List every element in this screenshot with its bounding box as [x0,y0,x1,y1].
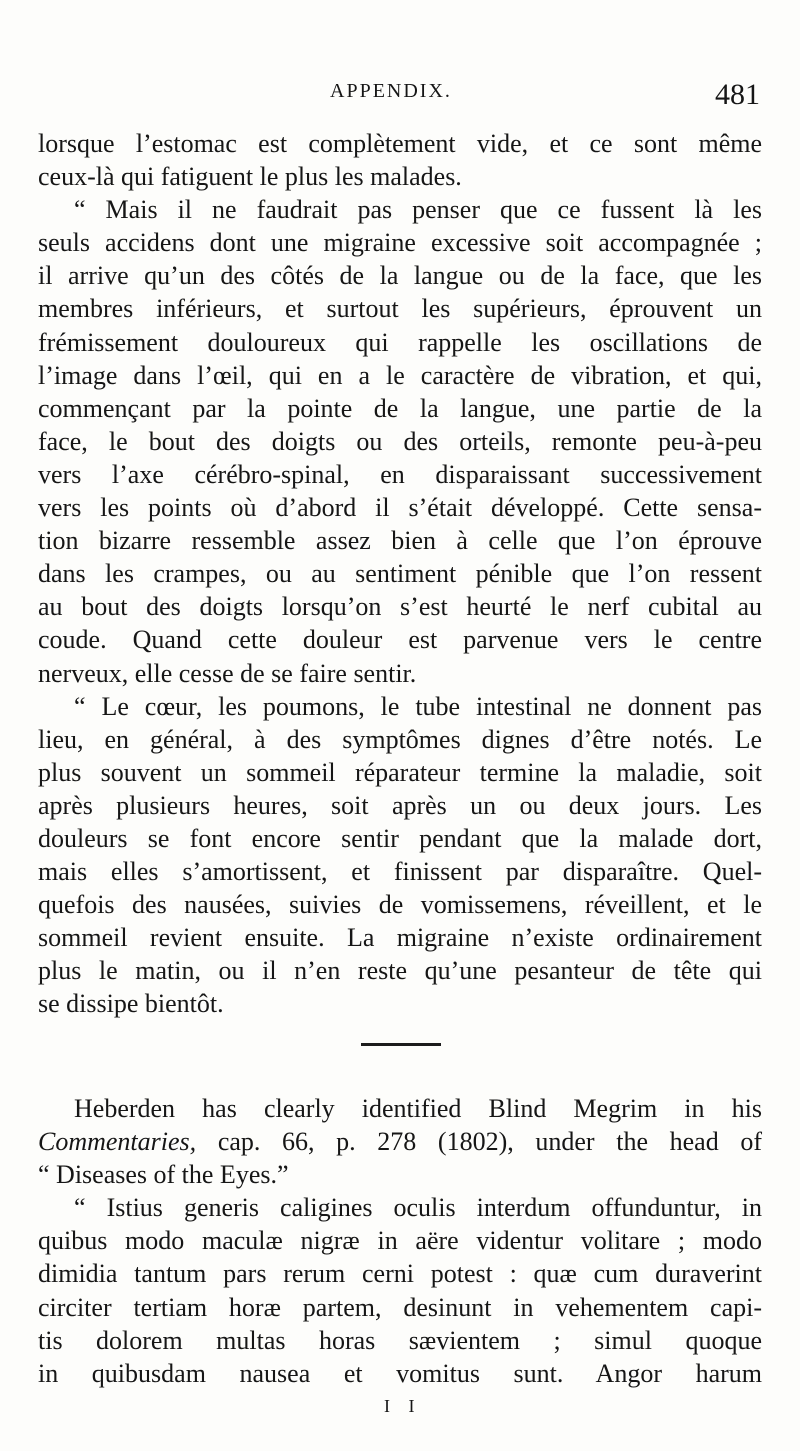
french-quotation [38,127,762,1021]
text-line: quibus modo maculæ nigræ in aëre videntur volitare ; modo [38,1226,762,1256]
text-line: face, le bout des doigts ou des orteils, remonte peu-à-peu [38,426,762,456]
text-line: tis dolorem multas horas sævientem ; simul quoque [38,1325,762,1355]
running-head: APPENDIX. [330,80,452,102]
text-line: in quibusdam nausea et vomitus sunt. Angor harum [38,1358,762,1388]
text-line: au bout des doigts lorsqu’on s’est heurté le nerf cubital au [38,592,762,622]
text-line: après plusieurs heures, soit après un ou deux jours. Les [38,790,762,820]
text-line: “ Mais il ne faudrait pas penser que ce fussent là les [74,195,762,225]
text-line: Commentaries, cap. 66, p. 278 (1802), under the head of [38,1127,762,1157]
text-line: lieu, en général, à des symptômes dignes d’être notés. Le [38,724,762,754]
text-line: il arrive qu’un des côtés de la langue ou de la face, que les [38,261,762,291]
text-line: ceux-là qui fatiguent le plus les malades. [38,162,462,192]
text-line: vers les points où d’abord il s’était développé. Cette sensa- [38,493,762,523]
text-line: lorsque l’estomac est complètement vide, et ce sont même [38,129,762,158]
italic-title: Commentaries, [38,1127,197,1157]
text-line: douleurs se font encore sentir pendant que la malade dort, [38,823,762,853]
section-divider [361,1043,441,1046]
text-line: sommeil revient ensuite. La migraine n’existe ordinairement [38,923,762,953]
text-line: vers l’axe cérébro-spinal, en disparaissant successivement [38,459,762,489]
signature-mark: I I [384,1396,422,1416]
text-line: l’image dans l’œil, qui en a le caractère de vibration, et qui, [38,360,762,390]
text-line: plus souvent un sommeil réparateur termine la maladie, soit [38,757,762,787]
text-line: plus le matin, ou il n’en reste qu’une pesanteur de tête qui [38,956,762,986]
text-line: “ Le cœur, les poumons, le tube intestinal ne donnent pas [74,691,762,721]
text-line: commençant par la pointe de la langue, une partie de la [38,393,762,423]
text-line: quefois des nausées, suivies de vomissemens, réveillent, et le [38,890,762,920]
text-line: nerveux, elle cesse de se faire sentir. [38,658,417,688]
text-line: circiter tertiam horæ partem, desinunt in vehementem capi- [38,1292,762,1322]
text-line: Heberden has clearly identified Blind Megrim in his [74,1094,762,1123]
text-line: frémissement douloureux qui rappelle les oscillations de [38,327,762,357]
heberden-passage [38,1092,762,1390]
text-line: “ Diseases of the Eyes.” [38,1160,289,1190]
text-line: se dissipe bientôt. [38,989,224,1019]
text-line: dans les crampes, ou au sentiment pénible que l’on ressent [38,559,762,589]
text-line: mais elles s’amortissent, et finissent par disparaître. Quel- [38,857,762,887]
text-line: “ Istius generis caligines oculis interdum offunduntur, in [74,1193,762,1223]
text-line: tion bizarre ressemble assez bien à celle que l’on éprouve [38,526,762,556]
text-line: seuls accidens dont une migraine excessive soit accompagnée ; [38,228,762,258]
text-line: coude. Quand cette douleur est parvenue vers le centre [38,625,762,655]
page-number: 481 [715,78,760,111]
text-line: membres inférieurs, et surtout les supérieurs, éprouvent un [38,294,762,324]
text-line: dimidia tantum pars rerum cerni potest : quæ cum duraverint [38,1259,762,1289]
